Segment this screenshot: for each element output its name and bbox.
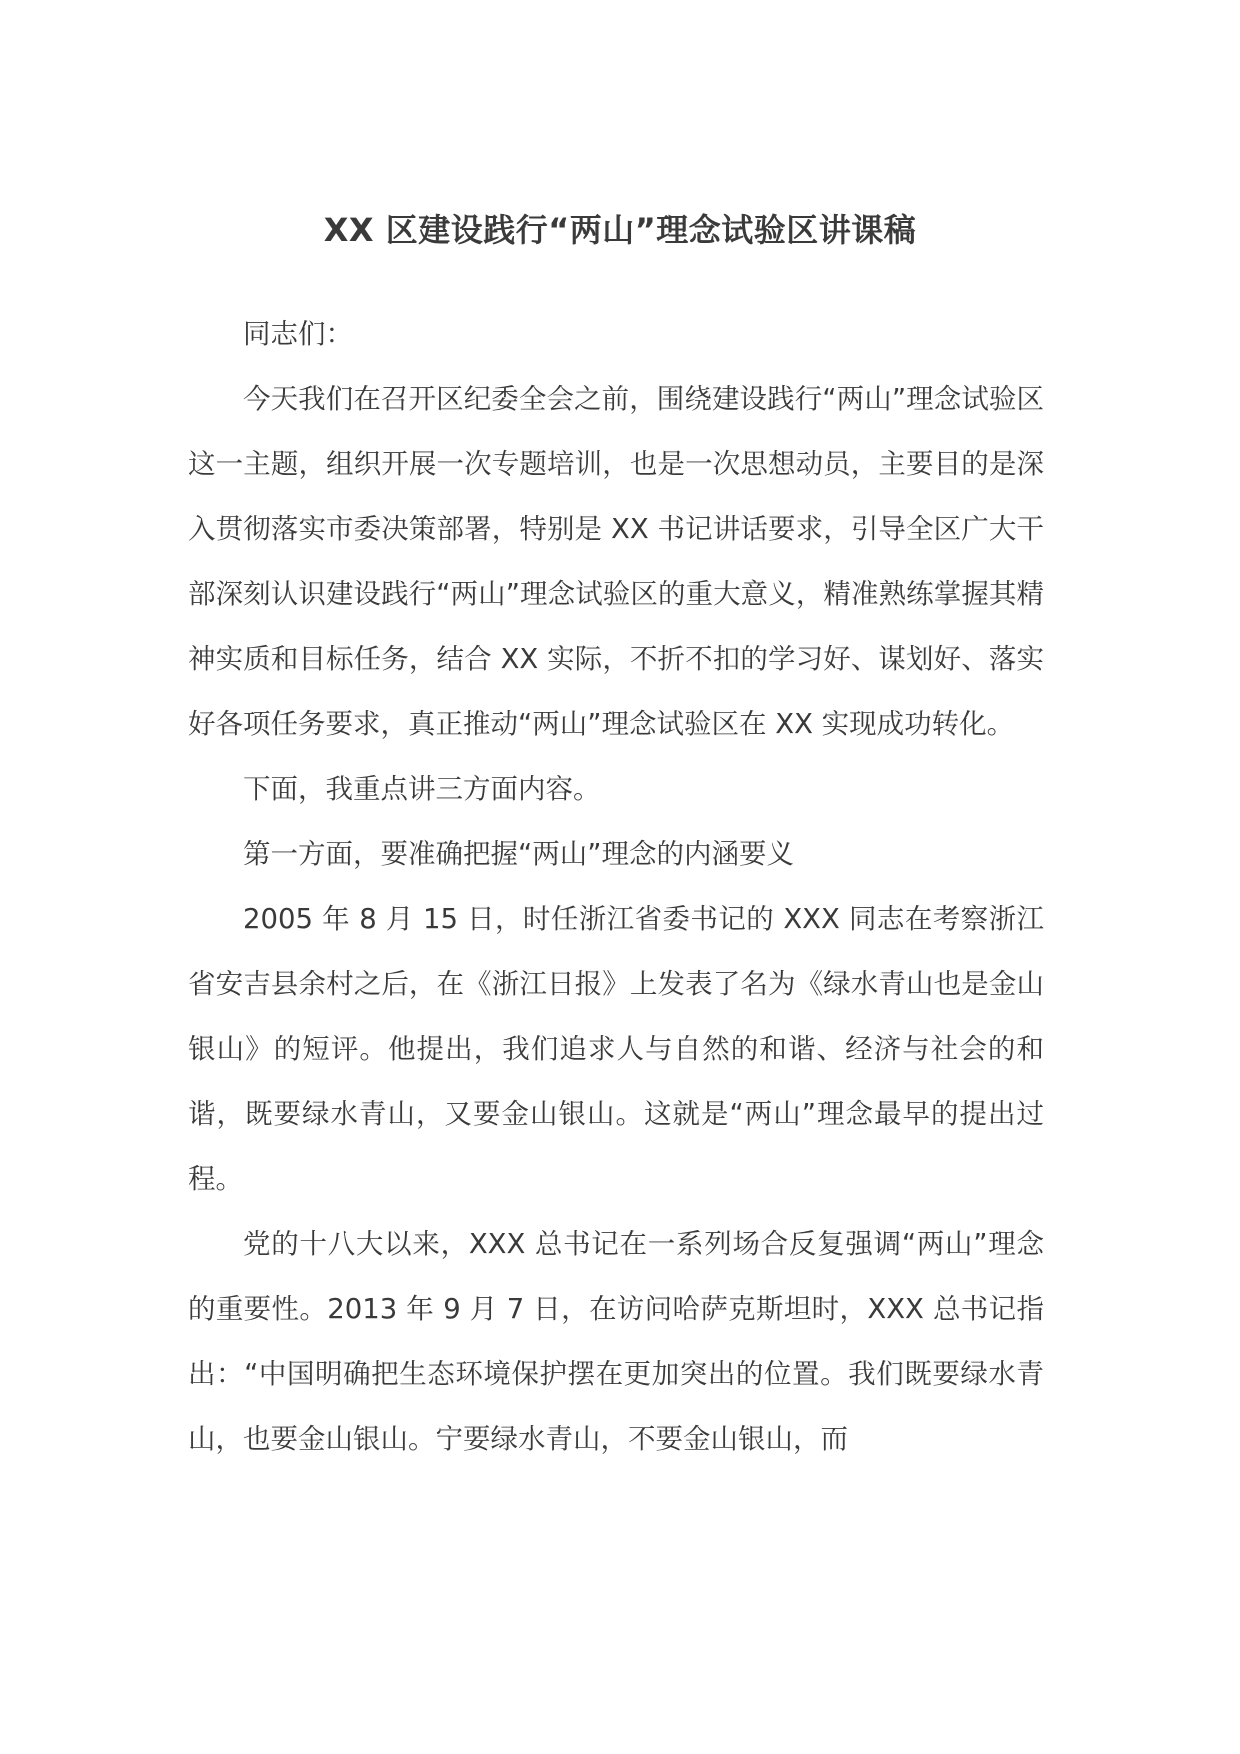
paragraph-development: 党的十八大以来，XXX 总书记在一系列场合反复强调“两山”理念的重要性。2013 年 9 月 7 日，在访问哈萨克斯坦时，XXX 总书记指出：“中国明确把生态环境保护摆在更加突出的位置。我们既要绿水青山，也要金山银山。宁要绿水青山，不要金山银山，而: [188, 1228, 1044, 1455]
paragraph-salutation: 同志们：: [243, 318, 353, 350]
section-heading-1: 第一方面，要准确把握“两山”理念的内涵要义: [243, 838, 794, 870]
document-body: [188, 302, 1044, 1472]
document-title: XX 区建设践行“两山”理念试验区讲课稿: [323, 211, 917, 249]
paragraph-origin: 2005 年 8 月 15 日，时任浙江省委书记的 XXX 同志在考察浙江省安吉县余村之后，在《浙江日报》上发表了名为《绿水青山也是金山银山》的短评。他提出，我们追求人与自然的和谐、经济与社会的和谐，既要绿水青山，又要金山银山。这就是“两山”理念最早的提出过程。: [188, 903, 1044, 1195]
paragraph-outline: 下面，我重点讲三方面内容。: [243, 773, 601, 805]
paragraph-intro: 今天我们在召开区纪委全会之前，围绕建设践行“两山”理念试验区这一主题，组织开展一次专题培训，也是一次思想动员，主要目的是深入贯彻落实市委决策部署，特别是 XX 书记讲话要求，引导全区广大干部深刻认识建设践行“两山”理念试验区的重大意义，精准熟练掌握其精神实质和目标任务，结合 XX 实际，不折不扣的学习好、谋划好、落实好各项任务要求，真正推动“两山”理念试验区在 XX 实现成功转化。: [188, 383, 1044, 740]
